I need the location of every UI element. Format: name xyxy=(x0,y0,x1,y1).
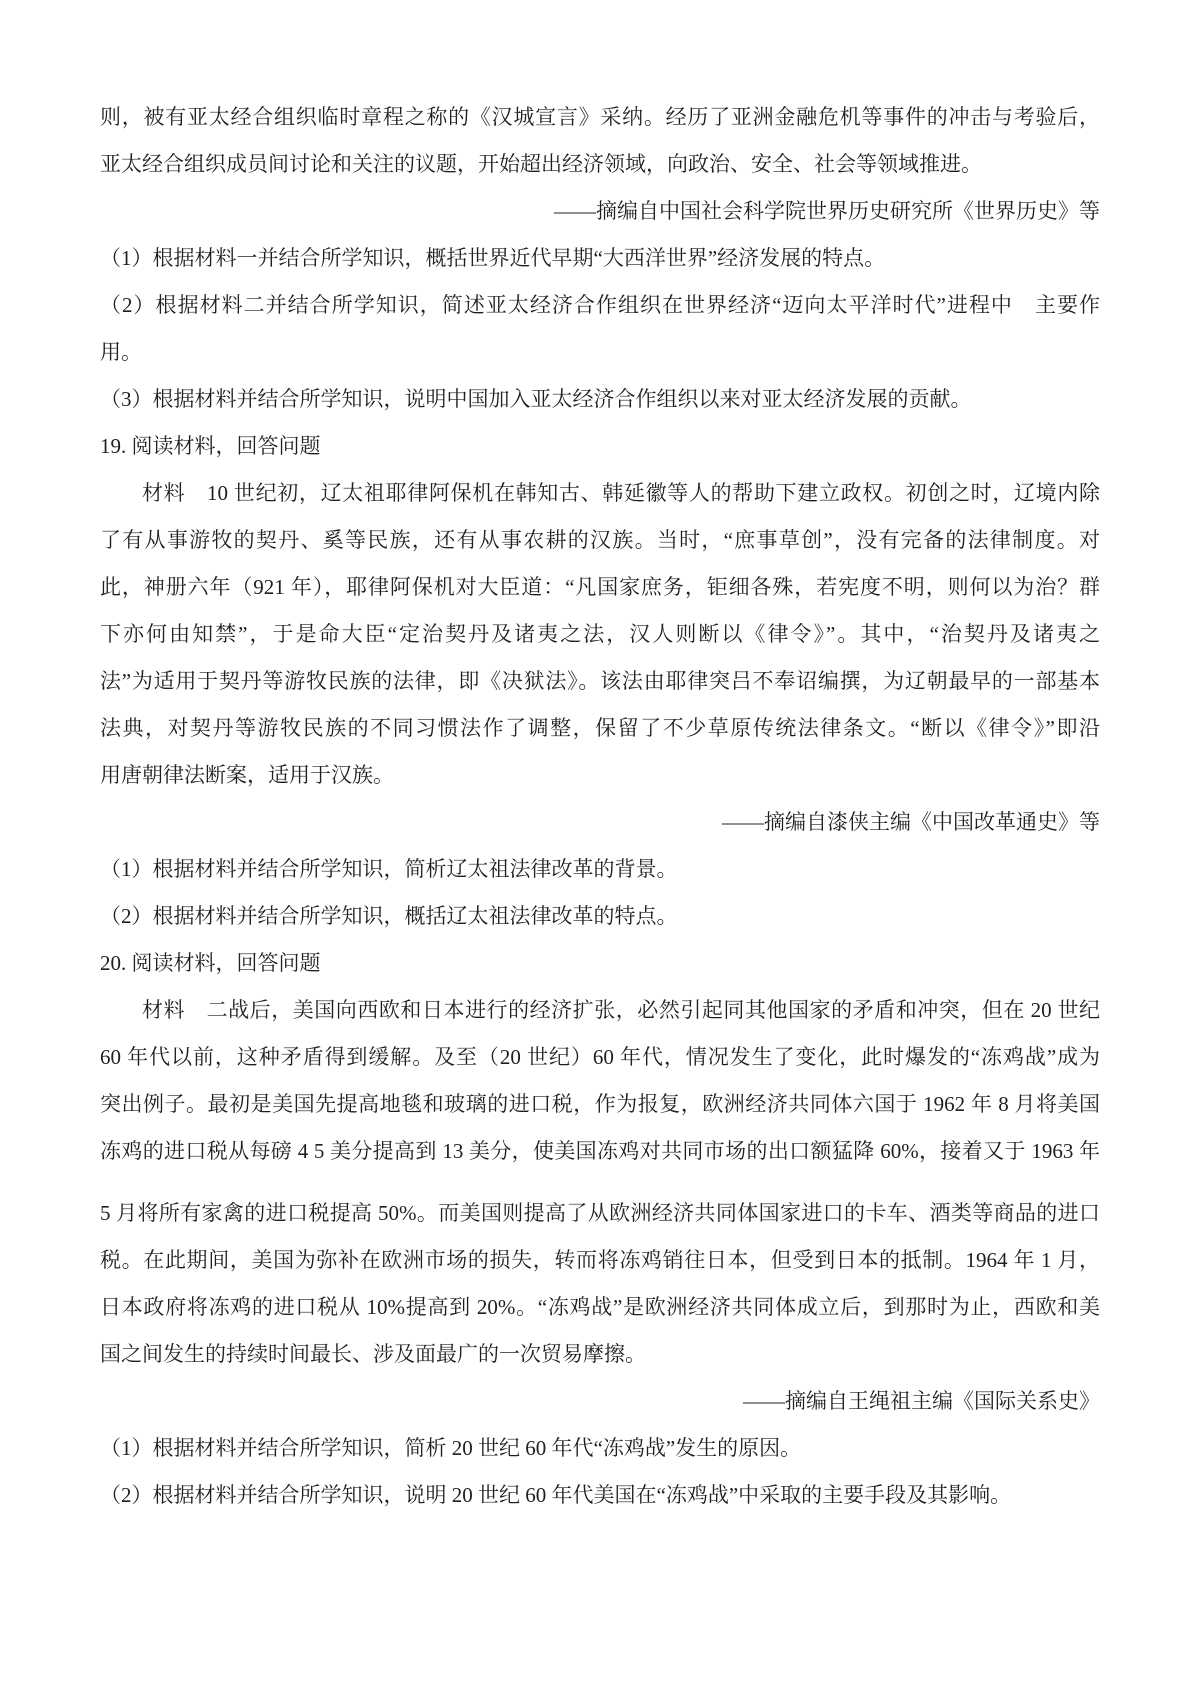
question-item-line: （1）根据材料并结合所学知识，简析 20 世纪 60 年代“冻鸡战”发生的原因。 xyxy=(100,1436,802,1460)
material-paragraph-line: 了有从事游牧的契丹、奚等民族，还有从事农耕的汉族。当时，“庶事草创”，没有完备的法律制度。对 xyxy=(100,528,1100,552)
material-paragraph-line: 突出例子。最初是美国先提高地毯和玻璃的进口税，作为报复，欧洲经济共同体六国于 1962 年 8 月将美国 xyxy=(100,1092,1100,1116)
material-paragraph-line: 则，被有亚太经合组织临时章程之称的《汉城宣言》采纳。经历了亚洲金融危机等事件的冲击与考验后， xyxy=(100,105,1100,129)
material-paragraph-line: 用唐朝律法断案，适用于汉族。 xyxy=(100,763,394,787)
source-attribution: ——摘编自漆侠主编《中国改革通史》等 xyxy=(722,810,1100,834)
question-item-line: （1）根据材料一并结合所学知识，概括世界近代早期“大西洋世界”经济发展的特点。 xyxy=(100,246,886,270)
material-paragraph-line: 60 年代以前，这种矛盾得到缓解。及至（20 世纪）60 年代，情况发生了变化，此时爆发的“冻鸡战”成为 xyxy=(100,1045,1100,1069)
source-attribution: ——摘编自王绳祖主编《国际关系史》 xyxy=(743,1389,1100,1413)
material-paragraph-line: 法”为适用于契丹等游牧民族的法律，即《决狱法》。该法由耶律突吕不奉诏编撰，为辽朝最早的一部基本 xyxy=(100,669,1100,693)
question-item-line: （2）根据材料并结合所学知识，说明 20 世纪 60 年代美国在“冻鸡战”中采取的主要手段及其影响。 xyxy=(100,1483,1012,1507)
material-paragraph-line: 下亦何由知禁”，于是命大臣“定治契丹及诸夷之法，汉人则断以《律令》”。其中，“治契丹及诸夷之 xyxy=(100,622,1100,646)
material-paragraph-line: 日本政府将冻鸡的进口税从 10%提高到 20%。“冻鸡战”是欧洲经济共同体成立后，到那时为止，西欧和美 xyxy=(100,1295,1100,1319)
material-paragraph-line: 冻鸡的进口税从每磅 4 5 美分提高到 13 美分，使美国冻鸡对共同市场的出口额猛降 60%，接着又于 1963 年 xyxy=(100,1139,1100,1163)
source-attribution: ——摘编自中国社会科学院世界历史研究所《世界历史》等 xyxy=(554,199,1100,223)
material-paragraph-line: 税。在此期间，美国为弥补在欧洲市场的损失，转而将冻鸡销往日本，但受到日本的抵制。1964 年 1 月， xyxy=(100,1248,1100,1272)
material-paragraph-line: 法典，对契丹等游牧民族的不同习惯法作了调整，保留了不少草原传统法律条文。“断以《律令》”即沿 xyxy=(100,716,1100,740)
question-item-continuation: 用。 xyxy=(100,340,142,364)
material-paragraph-line: 材料 10 世纪初，辽太祖耶律阿保机在韩知古、韩延徽等人的帮助下建立政权。初创之时，辽境内除 xyxy=(142,481,1100,505)
question-item-line: （3）根据材料并结合所学知识，说明中国加入亚太经济合作组织以来对亚太经济发展的贡献。 xyxy=(100,387,972,411)
question-item-line: （1）根据材料并结合所学知识，简析辽太祖法律改革的背景。 xyxy=(100,857,678,881)
question-19-heading: 19. 阅读材料，回答问题 xyxy=(100,434,321,458)
material-paragraph-line: 国之间发生的持续时间最长、涉及面最广的一次贸易摩擦。 xyxy=(100,1342,646,1366)
question-20-heading: 20. 阅读材料，回答问题 xyxy=(100,951,321,975)
material-paragraph-line: 5 月将所有家禽的进口税提高 50%。而美国则提高了从欧洲经济共同体国家进口的卡车、酒类等商品的进口 xyxy=(100,1201,1100,1225)
material-paragraph-line: 此，神册六年（921 年），耶律阿保机对大臣道：“凡国家庶务，钜细各殊，若宪度不明，则何以为治？群 xyxy=(100,575,1100,599)
material-paragraph-line: 亚太经合组织成员间讨论和关注的议题，开始超出经济领域，向政治、安全、社会等领域推进。 xyxy=(100,152,982,176)
question-item-line: （2）根据材料并结合所学知识，概括辽太祖法律改革的特点。 xyxy=(100,904,678,928)
question-item-line: （2）根据材料二并结合所学知识，简述亚太经济合作组织在世界经济“迈向太平洋时代”进程中 主要作 xyxy=(100,293,1100,317)
material-paragraph-line: 材料 二战后，美国向西欧和日本进行的经济扩张，必然引起同其他国家的矛盾和冲突，但在 20 世纪 xyxy=(142,998,1100,1022)
